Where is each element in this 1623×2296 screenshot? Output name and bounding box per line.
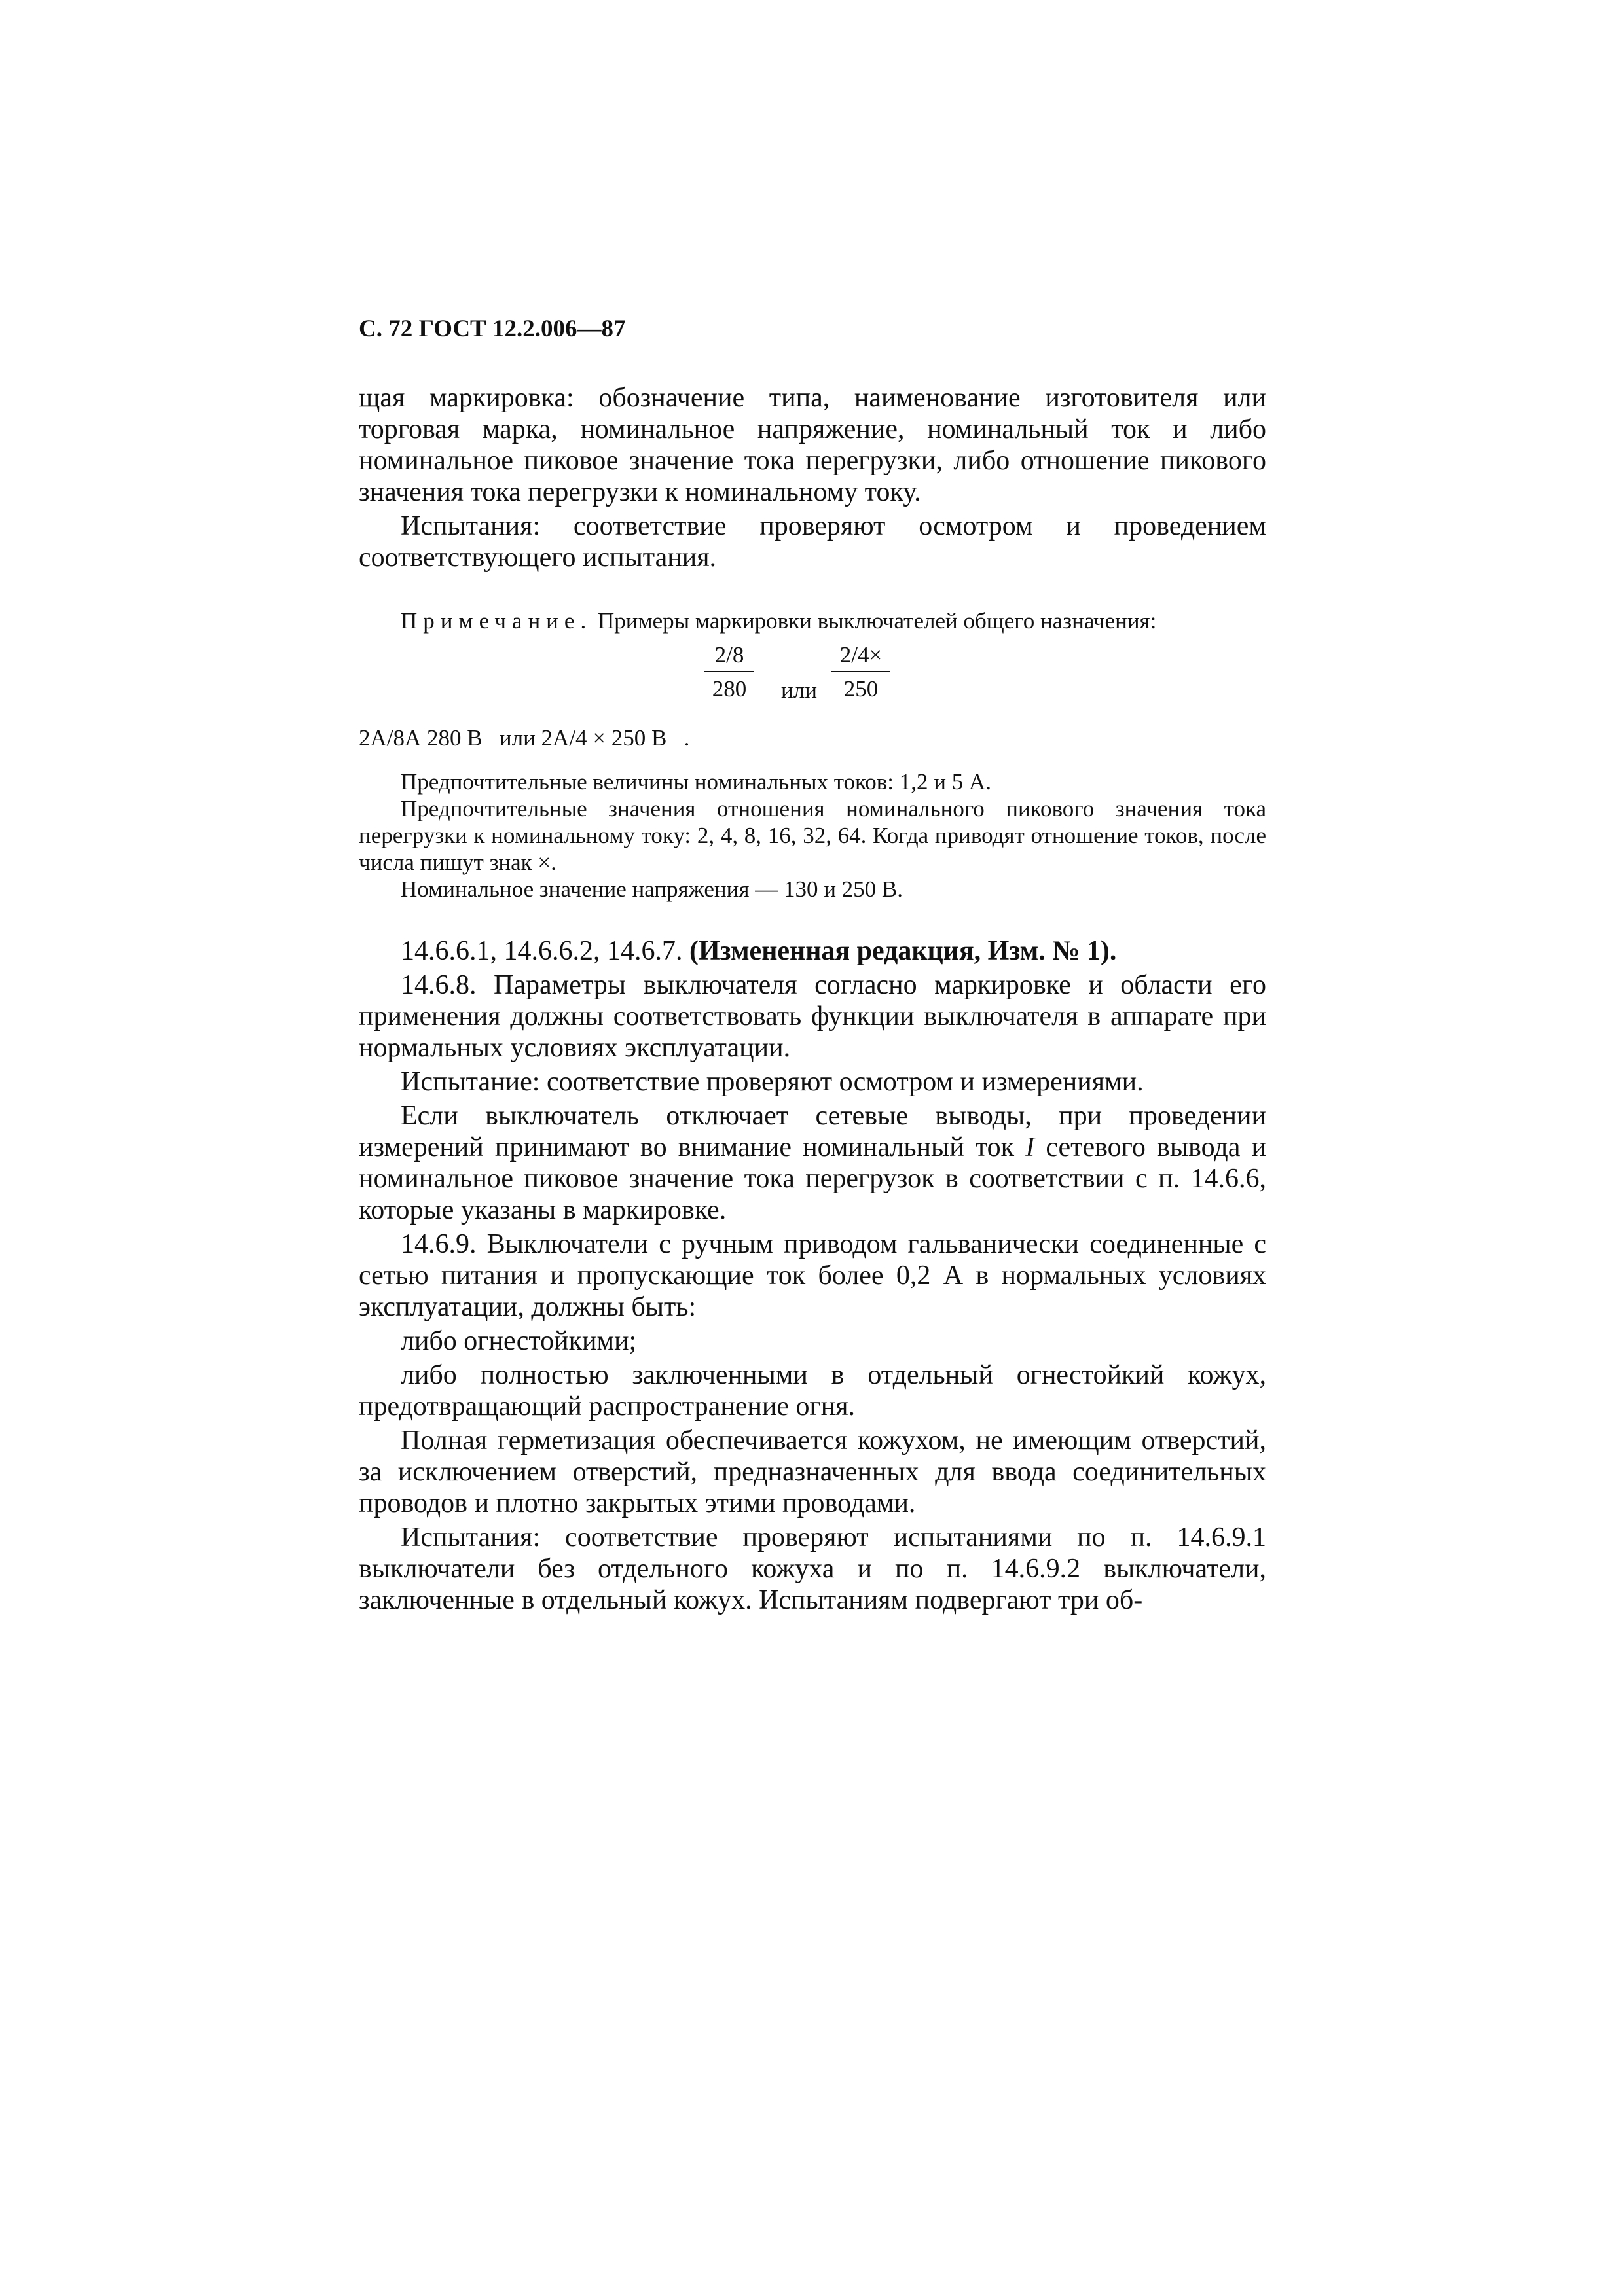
paragraph-network-terminals <box>359 1100 1266 1226</box>
note-preferred-ratios: Предпочтительные значения отношения номинального пикового значения тока перегрузки к номинальному току: 2, 4, 8, 16, 32, 64. Когда приводят отношение токов, после числа пишут знак ×. <box>359 796 1266 875</box>
paragraph-marking-continuation: щая маркировка: обозначение типа, наименование изготовителя или торговая марка, номинальное напряжение, номинальный ток и либо номинальное пиковое значение тока перегрузки, либо отношение пикового значения тока перегрузки к номинальному току. <box>359 383 1266 507</box>
amendment-note: (Измененная редакция, Изм. № 1). <box>689 936 1117 966</box>
page-content <box>359 313 1266 1616</box>
note-block <box>359 607 1266 903</box>
text-fragment: сетевого вывода и номинальное пиковое значение тока перегрузок в соответствии с п. 14.6.6, которые указаны в маркировке. <box>359 1132 1266 1225</box>
note-intro <box>359 607 1266 634</box>
fraction-denominator: 250 <box>843 676 879 702</box>
list-item-enclosed: либо полностью заключенными в отдельный огнестойкий кожух, предотвращающий распространение огня. <box>359 1360 1266 1422</box>
fraction-2-4-250 <box>831 641 890 704</box>
paragraph-tests-inspection: Испытания: соответствие проверяют осмотром и проведением соответствующего испытания. <box>359 511 1266 573</box>
note-rated-voltage: Номинальное значение напряжения — 130 и 250 В. <box>401 876 903 902</box>
note-label: Примечание. <box>401 608 593 634</box>
paragraph-test-measurements: Испытание: соответствие проверяют осмотром и измерениями. <box>401 1067 1144 1097</box>
paragraph-amendment <box>359 935 1266 967</box>
fraction-numerator: 2/4× <box>831 641 890 672</box>
note-text: Примеры маркировки выключателей общего назначения: <box>592 608 1157 634</box>
fraction-denominator: 280 <box>712 676 747 702</box>
current-symbol: I <box>1025 1132 1035 1162</box>
marking-example-line: 2А/8А 280 В или 2А/4 × 250 В . <box>359 725 690 751</box>
fraction-numerator: 2/8 <box>704 641 754 672</box>
page-header: С. 72 ГОСТ 12.2.006—87 <box>359 315 626 342</box>
or-word: или <box>781 677 817 703</box>
paragraph-14-6-8: 14.6.8. Параметры выключателя согласно маркировке и области его применения должны соответствовать функции выключателя в аппарате при нормальных условиях эксплуатации. <box>359 970 1266 1063</box>
clause-references: 14.6.6.1, 14.6.6.2, 14.6.7. <box>401 936 689 966</box>
fraction-2-8-280 <box>704 641 754 704</box>
list-item-fire-resistant: либо огнестойкими; <box>401 1326 637 1356</box>
paragraph-sealing: Полная герметизация обеспечивается кожухом, не имеющим отверстий, за исключением отверстий, предназначенных для ввода соединительных проводов и плотно закрытых этими проводами. <box>359 1426 1266 1518</box>
note-preferred-currents: Предпочтительные величины номинальных токов: 1,2 и 5 А. <box>401 769 992 795</box>
paragraph-tests-14-6-9: Испытания: соответствие проверяют испытаниями по п. 14.6.9.1 выключатели без отдельного кожуха и по п. 14.6.9.2 выключатели, заключенные в отдельный кожух. Испытаниям подвергают три об- <box>359 1522 1266 1615</box>
text-fragment: Если выключатель отключает сетевые выводы, при проведении измерений принимают во внимание номинальный ток <box>359 1101 1266 1162</box>
marking-formula <box>359 641 1266 719</box>
paragraph-14-6-9: 14.6.9. Выключатели с ручным приводом гальванически соединенные с сетью питания и пропускающие ток более 0,2 А в нормальных условиях эксплуатации, должны быть: <box>359 1229 1266 1322</box>
